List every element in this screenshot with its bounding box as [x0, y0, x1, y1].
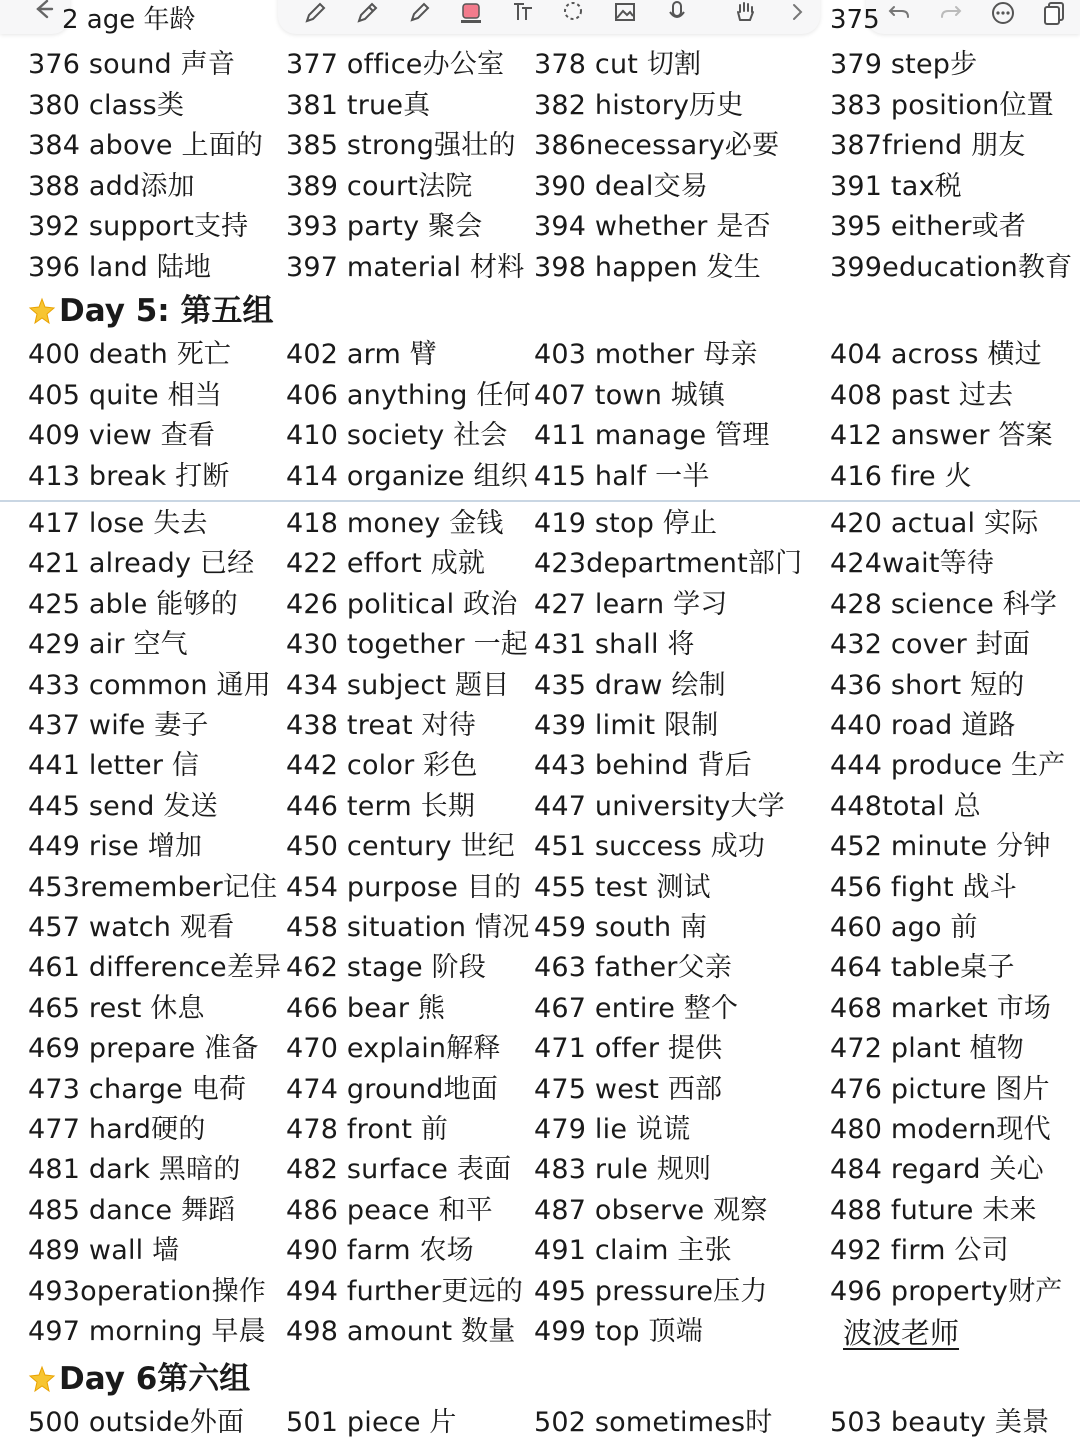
word-entry: 440 road 道路 [830, 710, 1016, 741]
word-entry: 470 explain解释 [286, 1033, 501, 1065]
word-entry: 408 past 过去 [830, 379, 1014, 411]
word-entry: 391 tax税 [830, 170, 962, 202]
word-entry: 432 cover 封面 [830, 629, 1031, 661]
word-entry: 444 produce 生产 [830, 750, 1066, 782]
word-row [0, 207, 1080, 247]
word-entry: 469 prepare 准备 [28, 1033, 259, 1065]
chevron-right-icon[interactable] [780, 0, 814, 26]
word-entry: 403 mother 母亲 [534, 339, 758, 370]
word-entry: 455 test 测试 [534, 871, 711, 903]
word-entry: 485 dance 舞蹈 [28, 1194, 236, 1226]
word-entry: 416 fire 火 [830, 460, 972, 492]
word-entry: 467 entire 整个 [534, 992, 739, 1024]
word-entry: 496 property财产 [830, 1275, 1063, 1307]
word-entry: 456 fight 战斗 [830, 871, 1017, 903]
word-entry: 488 future 未来 [830, 1194, 1037, 1226]
word-entry: 499 top 顶端 [534, 1316, 703, 1347]
word-entry: 387friend 朋友 [830, 130, 1026, 161]
word-entry: 399education教育 [830, 251, 1073, 283]
word-row [0, 746, 1080, 786]
word-row [0, 335, 1080, 375]
word-row [0, 1070, 1080, 1110]
word-entry: 483 rule 规则 [534, 1154, 712, 1186]
word-entry: 445 send 发送 [28, 790, 218, 822]
word-entry: 501 piece 片 [286, 1407, 457, 1438]
word-row [0, 787, 1080, 827]
word-row [0, 86, 1080, 126]
word-entry: 430 together 一起 [286, 629, 528, 661]
word-row [0, 1231, 1080, 1271]
word-entry: 454 purpose 目的 [286, 871, 522, 903]
word-entry: 421 already 已经 [28, 548, 255, 580]
word-row [0, 504, 1080, 544]
word-row [0, 625, 1080, 665]
word-entry: 463 father父亲 [534, 952, 732, 984]
word-entry: 451 success 成功 [534, 831, 766, 863]
word-entry: 377 office办公室 [286, 49, 505, 80]
mic-icon[interactable] [660, 0, 694, 26]
word-entry: 453remember记住 [28, 871, 278, 903]
word-entry: 493operation操作 [28, 1275, 266, 1307]
word-entry: 490 farm 农场 [286, 1235, 474, 1267]
word-entry: 441 letter 信 [28, 750, 200, 782]
partial-row-right: 375 [830, 5, 880, 35]
word-entry: 492 firm 公司 [830, 1235, 1009, 1267]
redo-icon[interactable] [934, 0, 968, 26]
word-entry: 418 money 金钱 [286, 508, 504, 539]
word-row [0, 1110, 1080, 1150]
word-entry: 393 party 聚会 [286, 211, 483, 242]
word-row [0, 248, 1080, 288]
word-entry: 471 offer 提供 [534, 1033, 723, 1065]
word-entry: 388 add添加 [28, 170, 195, 202]
word-entry: 457 watch 观看 [28, 912, 235, 943]
page-divider [0, 500, 1080, 502]
word-entry: 497 morning 早晨 [28, 1316, 266, 1347]
word-entry: 479 lie 说谎 [534, 1114, 691, 1145]
word-row [0, 1272, 1080, 1312]
word-entry: 435 draw 绘制 [534, 669, 726, 701]
word-entry: 462 stage 阶段 [286, 952, 487, 984]
word-entry: 400 death 死亡 [28, 339, 232, 370]
day6-title: Day 6第六组 [59, 1361, 251, 1397]
word-entry: 482 surface 表面 [286, 1154, 512, 1186]
pencil-icon[interactable] [350, 0, 384, 26]
word-entry: 459 south 南 [534, 912, 708, 943]
word-entry: 386necessary必要 [534, 130, 780, 161]
more-icon[interactable] [986, 0, 1020, 26]
word-entry: 434 subject 题目 [286, 669, 510, 701]
word-entry: 438 treat 对待 [286, 710, 476, 741]
word-row [0, 45, 1080, 85]
word-entry: 437 wife 妻子 [28, 710, 209, 741]
word-row [0, 706, 1080, 746]
word-entry: 383 position位置 [830, 89, 1054, 121]
word-entry: 487 observe 观察 [534, 1194, 768, 1226]
word-entry: 407 town 城镇 [534, 379, 726, 411]
pages-icon[interactable] [1038, 0, 1072, 26]
word-entry: 411 manage 管理 [534, 420, 770, 451]
word-entry: 395 either或者 [830, 211, 1027, 242]
word-entry: 452 minute 分钟 [830, 831, 1051, 863]
word-entry: 458 situation 情况 [286, 912, 530, 943]
word-entry: 439 limit 限制 [534, 710, 719, 741]
word-entry: 503 beauty 美景 [830, 1407, 1050, 1438]
word-row [0, 167, 1080, 207]
word-entry: 494 further更远的 [286, 1275, 524, 1307]
word-row [0, 544, 1080, 584]
word-row [0, 457, 1080, 497]
word-entry: 443 behind 背后 [534, 750, 752, 782]
word-entry: 413 break 打断 [28, 460, 230, 492]
word-entry: 382 history历史 [534, 89, 744, 121]
word-entry: 390 deal交易 [534, 170, 708, 202]
word-row [0, 666, 1080, 706]
word-entry: 442 color 彩色 [286, 750, 478, 782]
word-entry: 423department部门 [534, 548, 803, 580]
word-entry: 477 hard硬的 [28, 1114, 206, 1145]
word-entry: 502 sometimes时 [534, 1407, 773, 1438]
word-entry: 415 half 一半 [534, 460, 710, 492]
teacher-signature: 波波老师 [843, 1316, 960, 1350]
word-entry: 425 able 能够的 [28, 588, 238, 620]
word-entry: 428 science 科学 [830, 588, 1058, 620]
word-entry: 433 common 通用 [28, 669, 271, 701]
word-entry: 464 table桌子 [830, 952, 1015, 984]
word-entry: 397 material 材料 [286, 251, 525, 283]
word-entry: 402 arm 臂 [286, 339, 437, 370]
word-entry: 436 short 短的 [830, 669, 1025, 701]
word-entry: 472 plant 植物 [830, 1033, 1024, 1065]
image-icon[interactable] [608, 0, 642, 26]
word-entry: 379 step步 [830, 49, 978, 80]
word-entry: 468 market 市场 [830, 992, 1052, 1024]
word-entry: 489 wall 墙 [28, 1235, 180, 1267]
word-row [0, 948, 1080, 988]
word-entry: 446 term 长期 [286, 790, 476, 822]
word-entry: 384 above 上面的 [28, 130, 264, 161]
word-entry: 424wait等待 [830, 548, 995, 580]
lasso-icon[interactable] [556, 0, 590, 26]
word-entry: 491 claim 主张 [534, 1235, 732, 1267]
word-entry: 449 rise 增加 [28, 831, 203, 863]
word-row [0, 126, 1080, 166]
word-entry: 431 shall 将 [534, 629, 695, 661]
word-row [0, 376, 1080, 416]
word-row [0, 416, 1080, 456]
star-icon [28, 1365, 56, 1393]
text-icon[interactable] [506, 0, 540, 26]
word-row [0, 585, 1080, 625]
day5-title: Day 5: 第五组 [59, 293, 274, 329]
word-entry: 410 society 社会 [286, 420, 508, 451]
word-entry: 447 university大学 [534, 790, 785, 822]
word-entry: 381 true真 [286, 89, 431, 121]
word-entry: 426 political 政治 [286, 588, 518, 620]
word-row [0, 1150, 1080, 1190]
word-entry: 378 cut 切割 [534, 49, 702, 80]
word-entry: 420 actual 实际 [830, 508, 1039, 539]
word-entry: 474 ground地面 [286, 1073, 499, 1105]
undo-icon[interactable] [882, 0, 916, 26]
word-entry: 481 dark 黑暗的 [28, 1154, 241, 1186]
word-entry: 461 difference差异 [28, 952, 282, 984]
marker-icon[interactable] [402, 0, 436, 26]
word-entry: 414 organize 组织 [286, 460, 528, 492]
word-entry: 405 quite 相当 [28, 379, 223, 411]
word-entry: 478 front 前 [286, 1114, 449, 1145]
pen-icon[interactable] [298, 0, 332, 26]
word-entry: 486 peace 和平 [286, 1194, 493, 1226]
word-entry: 460 ago 前 [830, 912, 978, 943]
word-entry: 427 learn 学习 [534, 588, 728, 620]
word-entry: 376 sound 声音 [28, 49, 236, 80]
word-entry: 422 effort 成就 [286, 548, 486, 580]
word-row [0, 1403, 1080, 1443]
word-entry: 484 regard 关心 [830, 1154, 1044, 1186]
word-row [0, 868, 1080, 908]
word-entry: 392 support支持 [28, 211, 249, 242]
word-entry: 475 west 西部 [534, 1073, 723, 1105]
day6-header [28, 1356, 250, 1402]
back-arrow-icon[interactable] [26, 0, 60, 22]
day5-header [28, 288, 273, 334]
word-entry: 429 air 空气 [28, 629, 188, 661]
word-row [0, 1029, 1080, 1069]
word-row [0, 908, 1080, 948]
partial-row-left: 2 age 年龄 [62, 5, 196, 35]
word-entry: 480 modern现代 [830, 1114, 1051, 1145]
word-entry: 498 amount 数量 [286, 1316, 516, 1347]
word-entry: 389 court法院 [286, 170, 473, 202]
star-icon [28, 297, 56, 325]
word-entry: 394 whether 是否 [534, 211, 771, 242]
word-entry: 500 outside外面 [28, 1407, 245, 1438]
word-entry: 406 anything 任何 [286, 379, 531, 411]
word-entry: 495 pressure压力 [534, 1275, 768, 1307]
word-entry: 466 bear 熊 [286, 992, 446, 1024]
word-entry: 412 answer 答案 [830, 420, 1053, 451]
hand-icon[interactable] [728, 0, 762, 26]
word-entry: 380 class类 [28, 89, 185, 121]
word-entry: 419 stop 停止 [534, 508, 718, 539]
word-entry: 417 lose 失去 [28, 508, 208, 539]
word-entry: 409 view 查看 [28, 420, 216, 451]
word-entry: 448total 总 [830, 790, 981, 822]
word-entry: 398 happen 发生 [534, 251, 761, 283]
word-entry: 465 rest 休息 [28, 992, 205, 1024]
word-entry: 385 strong强壮的 [286, 130, 516, 161]
word-row [0, 1191, 1080, 1231]
word-entry: 396 land 陆地 [28, 251, 212, 283]
word-entry: 476 picture 图片 [830, 1073, 1050, 1105]
word-row [0, 827, 1080, 867]
top-toolbar [0, 0, 1080, 44]
eraser-icon[interactable] [454, 0, 488, 26]
word-row [0, 989, 1080, 1029]
word-entry: 404 across 横过 [830, 339, 1042, 370]
word-entry: 450 century 世纪 [286, 831, 515, 863]
word-entry: 473 charge 电荷 [28, 1073, 247, 1105]
